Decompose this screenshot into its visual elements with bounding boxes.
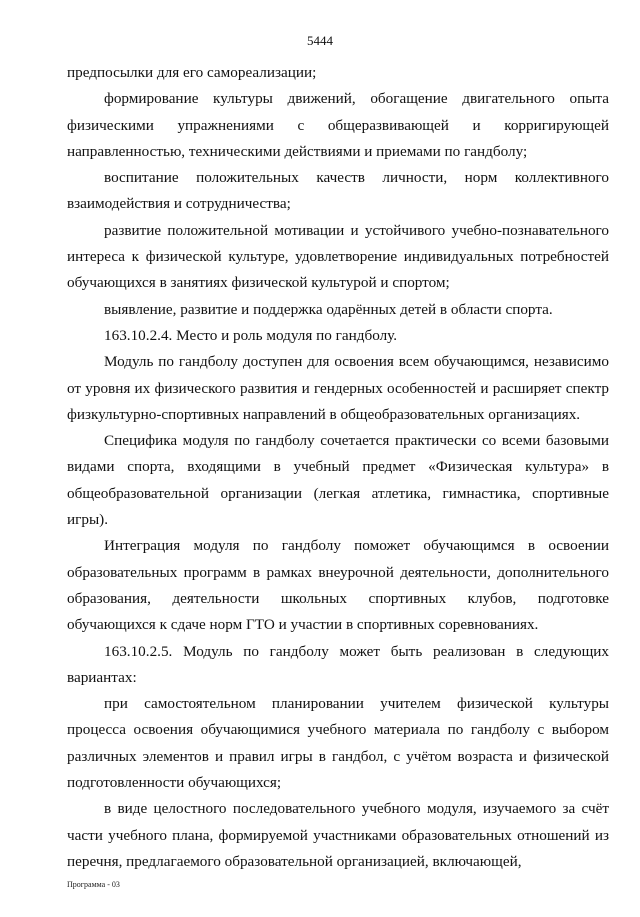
paragraph: выявление, развитие и поддержка одарённых детей в области спорта. <box>104 300 553 318</box>
paragraph: предпосылки для его самореализации; <box>67 64 317 81</box>
page-number: 5444 <box>307 33 333 48</box>
paragraph: формирование культуры движений, обогащение двигательного опыта физическими упражнениями с общеразвивающей и корригирующей направленностью, техническими действиями и приемами по гандболу; <box>67 90 609 160</box>
section-heading: 163.10.2.4. Место и роль модуля по гандболу. <box>104 326 398 344</box>
paragraph: в виде целостного последовательного учебного модуля, изучаемого за счёт части учебного плана, формируемой участниками образовательных отношений из перечня, предлагаемого образовательной организацией, включающей, <box>67 800 609 870</box>
footer-label: Программа - 03 <box>67 880 120 889</box>
paragraph: Интеграция модуля по гандболу поможет обучающимся в освоении образовательных программ в рамках внеурочной деятельности, дополнительного образования, деятельности школьных спортивных клубов, подготовке обучающихся к сдаче норм ГТО и участии в спортивных соревнованиях. <box>67 537 609 634</box>
section-heading: 163.10.2.5. Модуль по гандболу может быть реализован в следующих вариантах: <box>67 642 609 686</box>
paragraph: Специфика модуля по гандболу сочетается практически со всеми базовыми видами спорта, входящими в учебный предмет «Физическая культура» в общеобразовательной организации (легкая атлетика, гимнастика, спортивные игры). <box>67 432 609 529</box>
paragraph: развитие положительной мотивации и устойчивого учебно-познавательного интереса к физической культуре, удовлетворение индивидуальных потребностей обучающихся в занятиях физической культурой и спортом; <box>67 221 609 292</box>
body-text <box>67 60 609 875</box>
paragraph: при самостоятельном планировании учителем физической культуры процесса освоения обучающимися учебного материала по гандболу с выбором различных элементов и правил игры в гандбол, с учётом возраста и физической подготовленности обучающихся; <box>67 695 609 792</box>
paragraph: воспитание положительных качеств личности, норм коллективного взаимодействия и сотрудничества; <box>67 169 609 213</box>
paragraph: Модуль по гандболу доступен для освоения всем обучающимся, независимо от уровня их физического развития и гендерных особенностей и расширяет спектр физкультурно-спортивных направлений в общеобразовательных организациях. <box>67 353 609 423</box>
